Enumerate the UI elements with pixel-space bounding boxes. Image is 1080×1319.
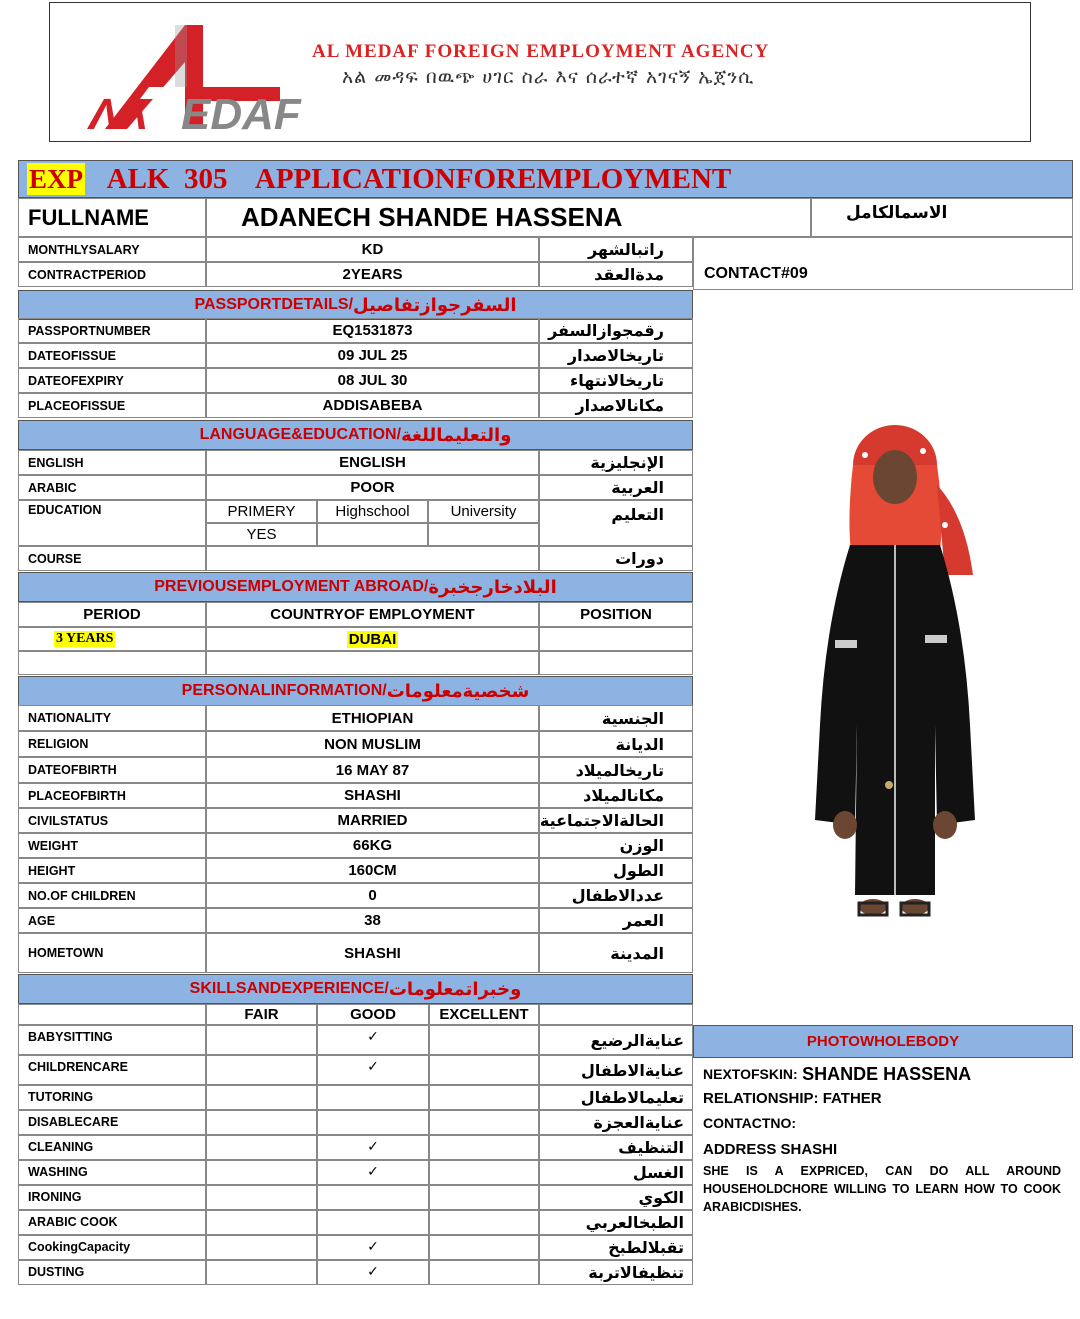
personal-row-6-label-ar: الطول: [539, 858, 693, 883]
check-mark-icon: ✓: [367, 1163, 379, 1179]
passport-row-1-value: 09 JUL 25: [206, 343, 539, 368]
passport-row-0-value: EQ1531873: [206, 318, 539, 343]
form-title: ALK 305 APPLICATIONFOREMPLOYMENT: [101, 163, 732, 195]
personal-row-3-label-ar: مكانالميلاد: [539, 783, 693, 808]
top-row-1-label-ar: مدةالعقد: [539, 262, 693, 287]
next-of-kin-label: NEXTOFSKIN:: [703, 1066, 798, 1082]
skills-header-blank-ar: [539, 1004, 693, 1025]
course-label: COURSE: [18, 546, 206, 571]
check-mark-icon: ✓: [367, 1138, 379, 1154]
skill-9-excellent: [429, 1260, 539, 1285]
personal-row-2-value: 16 MAY 87: [206, 757, 539, 783]
passport-section-ar: السفرجوازتفاصيل: [353, 294, 517, 316]
skill-8-label-ar: تقبلالطبخ: [539, 1235, 693, 1260]
education-label-ar: التعليم: [539, 500, 693, 546]
address: ADDRESS SHASHI: [703, 1140, 838, 1158]
personal-row-6-label: HEIGHT: [18, 858, 206, 883]
passport-row-1-label-ar: تاريخالاصدار: [539, 343, 693, 368]
education-label: EDUCATION: [18, 500, 206, 546]
fullname-label-ar: الاسمالكامل: [811, 198, 1073, 237]
personal-row-0-label: NATIONALITY: [18, 705, 206, 731]
skill-5-fair: [206, 1160, 317, 1185]
language-section-en: LANGUAGE&EDUCATION/: [199, 426, 402, 443]
skill-6-label: IRONING: [18, 1185, 206, 1210]
check-mark-icon: ✓: [367, 1058, 379, 1074]
course-label-ar: دورات: [539, 546, 693, 571]
previous-country: [206, 627, 539, 651]
skill-0-fair: [206, 1025, 317, 1055]
exp-tag: EXP: [29, 164, 83, 194]
skill-0-label: BABYSITTING: [18, 1025, 206, 1055]
skill-2-good: [317, 1085, 429, 1110]
personal-row-4-label: CIVILSTATUS: [18, 808, 206, 833]
skill-5-label-ar: الغسل: [539, 1160, 693, 1185]
skill-7-good: [317, 1210, 429, 1235]
skills-header-blank: [18, 1004, 206, 1025]
skills-header-0: FAIR: [206, 1004, 317, 1025]
education-value-2: [428, 523, 539, 546]
personal-section-en: PERSONALINFORMATION/: [181, 682, 387, 699]
skill-4-label-ar: التنظيف: [539, 1135, 693, 1160]
skills-header-2: EXCELLENT: [429, 1004, 539, 1025]
language-section-ar: والتعليماللغة: [401, 424, 512, 446]
personal-row-5-label: WEIGHT: [18, 833, 206, 858]
skill-1-label: CHILDRENCARE: [18, 1055, 206, 1085]
contact-ref: CONTACT#09: [693, 237, 1073, 290]
skill-7-label: ARABIC COOK: [18, 1210, 206, 1235]
agency-header: [49, 2, 1031, 142]
personal-section: [18, 676, 693, 706]
next-of-kin-row: [693, 1058, 1073, 1086]
language-row-1-value: POOR: [206, 475, 539, 500]
photo-whole-body-label: PHOTOWHOLEBODY: [693, 1025, 1073, 1058]
previous-employment-section-en: PREVIOUSEMPLOYMENT ABROAD/: [154, 578, 429, 595]
skills-header-1: GOOD: [317, 1004, 429, 1025]
check-mark-icon: ✓: [367, 1263, 379, 1279]
skill-8-label: CookingCapacity: [18, 1235, 206, 1260]
skill-2-fair: [206, 1085, 317, 1110]
passport-section: [18, 290, 693, 320]
top-row-1-value: 2YEARS: [206, 262, 539, 287]
skill-1-good: [317, 1055, 429, 1085]
top-row-0-value: KD: [206, 237, 539, 262]
skill-4-excellent: [429, 1135, 539, 1160]
skill-3-label: DISABLECARE: [18, 1110, 206, 1135]
previous-country-value: DUBAI: [348, 630, 397, 648]
skill-9-label-ar: تنظيفالاتربة: [539, 1260, 693, 1285]
skills-section-en: SKILLSANDEXPERIENCE/: [189, 980, 389, 997]
agency-name-amharic: አል መዳፍ በዉጭ ሀገር ስራ እና ሰራተኛ አገናኝ ኤጀንሲ: [342, 66, 755, 88]
passport-row-3-label: PLACEOFISSUE: [18, 393, 206, 418]
education-value-1: [317, 523, 428, 546]
language-row-0-value: ENGLISH: [206, 450, 539, 475]
personal-row-2-label-ar: تاريخالميلاد: [539, 757, 693, 783]
previous-employment-section: [18, 572, 693, 602]
personal-row-0-value: ETHIOPIAN: [206, 705, 539, 731]
education-level-1: Highschool: [317, 500, 428, 523]
personal-row-9-label: HOMETOWN: [18, 933, 206, 973]
previous-position: [539, 627, 693, 651]
skill-6-label-ar: الكوي: [539, 1185, 693, 1210]
personal-row-8-value: 38: [206, 908, 539, 933]
personal-row-5-label-ar: الوزن: [539, 833, 693, 858]
skill-7-fair: [206, 1210, 317, 1235]
course-value: [206, 546, 539, 571]
personal-row-0-label-ar: الجنسية: [539, 705, 693, 731]
previous-employment-section-ar: البلادخارجخبرة: [428, 576, 557, 598]
skill-6-excellent: [429, 1185, 539, 1210]
personal-row-8-label-ar: العمر: [539, 908, 693, 933]
personal-row-9-value: SHASHI: [206, 933, 539, 973]
agency-logo: [85, 17, 335, 135]
next-of-kin-value: SHANDE HASSENA: [802, 1063, 972, 1084]
passport-row-0-label: PASSPORTNUMBER: [18, 318, 206, 343]
passport-row-0-label-ar: رقمجوازالسفر: [539, 318, 693, 343]
check-mark-icon: ✓: [367, 1028, 379, 1044]
previous-header-0: PERIOD: [18, 602, 206, 627]
skill-9-good: [317, 1260, 429, 1285]
top-row-0-label: MONTHLYSALARY: [18, 237, 206, 262]
personal-row-7-value: 0: [206, 883, 539, 908]
skills-section-ar: وخبراتمعلومات: [388, 978, 522, 1000]
passport-row-2-label-ar: تاريخالانتهاء: [539, 368, 693, 393]
svg-text:ΛΛ: ΛΛ: [89, 90, 148, 135]
skill-3-label-ar: عنايةالعجزة: [539, 1110, 693, 1135]
personal-row-8-label: AGE: [18, 908, 206, 933]
agency-name-english: AL MEDAF FOREIGN EMPLOYMENT AGENCY: [312, 41, 770, 62]
passport-section-en: PASSPORTDETAILS/: [194, 296, 354, 313]
previous-empty-0: [18, 651, 206, 675]
svg-text:EDAF: EDAF: [181, 90, 301, 135]
skill-4-label: CLEANING: [18, 1135, 206, 1160]
previous-header-2: POSITION: [539, 602, 693, 627]
relationship: RELATIONSHIP: FATHER: [703, 1089, 882, 1107]
skill-7-label-ar: الطبخالعربي: [539, 1210, 693, 1235]
skill-6-fair: [206, 1185, 317, 1210]
skill-0-excellent: [429, 1025, 539, 1055]
education-level-0: PRIMERY: [206, 500, 317, 523]
passport-row-1-label: DATEOFISSUE: [18, 343, 206, 368]
skill-4-fair: [206, 1135, 317, 1160]
language-row-1-label-ar: العربية: [539, 475, 693, 500]
skill-8-fair: [206, 1235, 317, 1260]
skill-3-fair: [206, 1110, 317, 1135]
skill-6-good: [317, 1185, 429, 1210]
personal-row-7-label-ar: عددالاطفال: [539, 883, 693, 908]
personal-row-4-value: MARRIED: [206, 808, 539, 833]
skill-3-good: [317, 1110, 429, 1135]
personal-row-5-value: 66KG: [206, 833, 539, 858]
applicant-full-body-photo: [795, 425, 995, 935]
skills-section: [18, 974, 693, 1004]
personal-row-1-value: NON MUSLIM: [206, 731, 539, 757]
skill-4-good: [317, 1135, 429, 1160]
personal-row-1-label-ar: الديانة: [539, 731, 693, 757]
language-row-1-label: ARABIC: [18, 475, 206, 500]
personal-section-ar: شخصيةمعلومات: [386, 680, 530, 702]
skill-1-fair: [206, 1055, 317, 1085]
passport-row-3-value: ADDISABEBA: [206, 393, 539, 418]
skill-2-excellent: [429, 1085, 539, 1110]
personal-row-3-label: PLACEOFBIRTH: [18, 783, 206, 808]
previous-period-value: 3 YEARS: [56, 631, 114, 646]
personal-row-4-label-ar: الحالةالاجتماعية: [539, 808, 693, 833]
skill-8-good: [317, 1235, 429, 1260]
skill-9-label: DUSTING: [18, 1260, 206, 1285]
previous-empty-1: [206, 651, 539, 675]
language-row-0-label-ar: الإنجليزية: [539, 450, 693, 475]
skill-5-good: [317, 1160, 429, 1185]
education-value-0: YES: [206, 523, 317, 546]
skill-0-label-ar: عنايةالرضيع: [539, 1025, 693, 1055]
skill-5-label: WASHING: [18, 1160, 206, 1185]
applicant-notes: SHE IS A EXPRICED, CAN DO ALL AROUND HOUSEHOLDCHORE WILLING TO LEARN HOW TO COOK ARABICDISHES.: [703, 1164, 1061, 1214]
top-row-0-label-ar: راتبالشهر: [539, 237, 693, 262]
skill-2-label: TUTORING: [18, 1085, 206, 1110]
skill-7-excellent: [429, 1210, 539, 1235]
personal-row-2-label: DATEOFBIRTH: [18, 757, 206, 783]
skill-0-good: [317, 1025, 429, 1055]
previous-empty-2: [539, 651, 693, 675]
personal-row-3-value: SHASHI: [206, 783, 539, 808]
skill-1-label-ar: عنايةالاطفال: [539, 1055, 693, 1085]
education-level-2: University: [428, 500, 539, 523]
personal-row-6-value: 160CM: [206, 858, 539, 883]
top-row-1-label: CONTRACTPERIOD: [18, 262, 206, 287]
passport-row-2-label: DATEOFEXPIRY: [18, 368, 206, 393]
previous-period: [18, 627, 206, 651]
skill-2-label-ar: تعليمالاطفال: [539, 1085, 693, 1110]
personal-row-1-label: RELIGION: [18, 731, 206, 757]
skill-3-excellent: [429, 1110, 539, 1135]
form-title-bar: [18, 160, 1073, 198]
fullname-label: FULLNAME: [18, 198, 206, 237]
language-section: [18, 420, 693, 450]
contact-no: CONTACTNO:: [703, 1115, 797, 1131]
skill-1-excellent: [429, 1055, 539, 1085]
skill-5-excellent: [429, 1160, 539, 1185]
passport-row-3-label-ar: مكانالاصدار: [539, 393, 693, 418]
skill-9-fair: [206, 1260, 317, 1285]
check-mark-icon: ✓: [367, 1238, 379, 1254]
skill-8-excellent: [429, 1235, 539, 1260]
passport-row-2-value: 08 JUL 30: [206, 368, 539, 393]
personal-row-7-label: NO.OF CHILDREN: [18, 883, 206, 908]
fullname-value: ADANECH SHANDE HASSENA: [206, 198, 811, 237]
previous-header-1: COUNTRYOF EMPLOYMENT: [206, 602, 539, 627]
language-row-0-label: ENGLISH: [18, 450, 206, 475]
personal-row-9-label-ar: المدينة: [539, 933, 693, 973]
